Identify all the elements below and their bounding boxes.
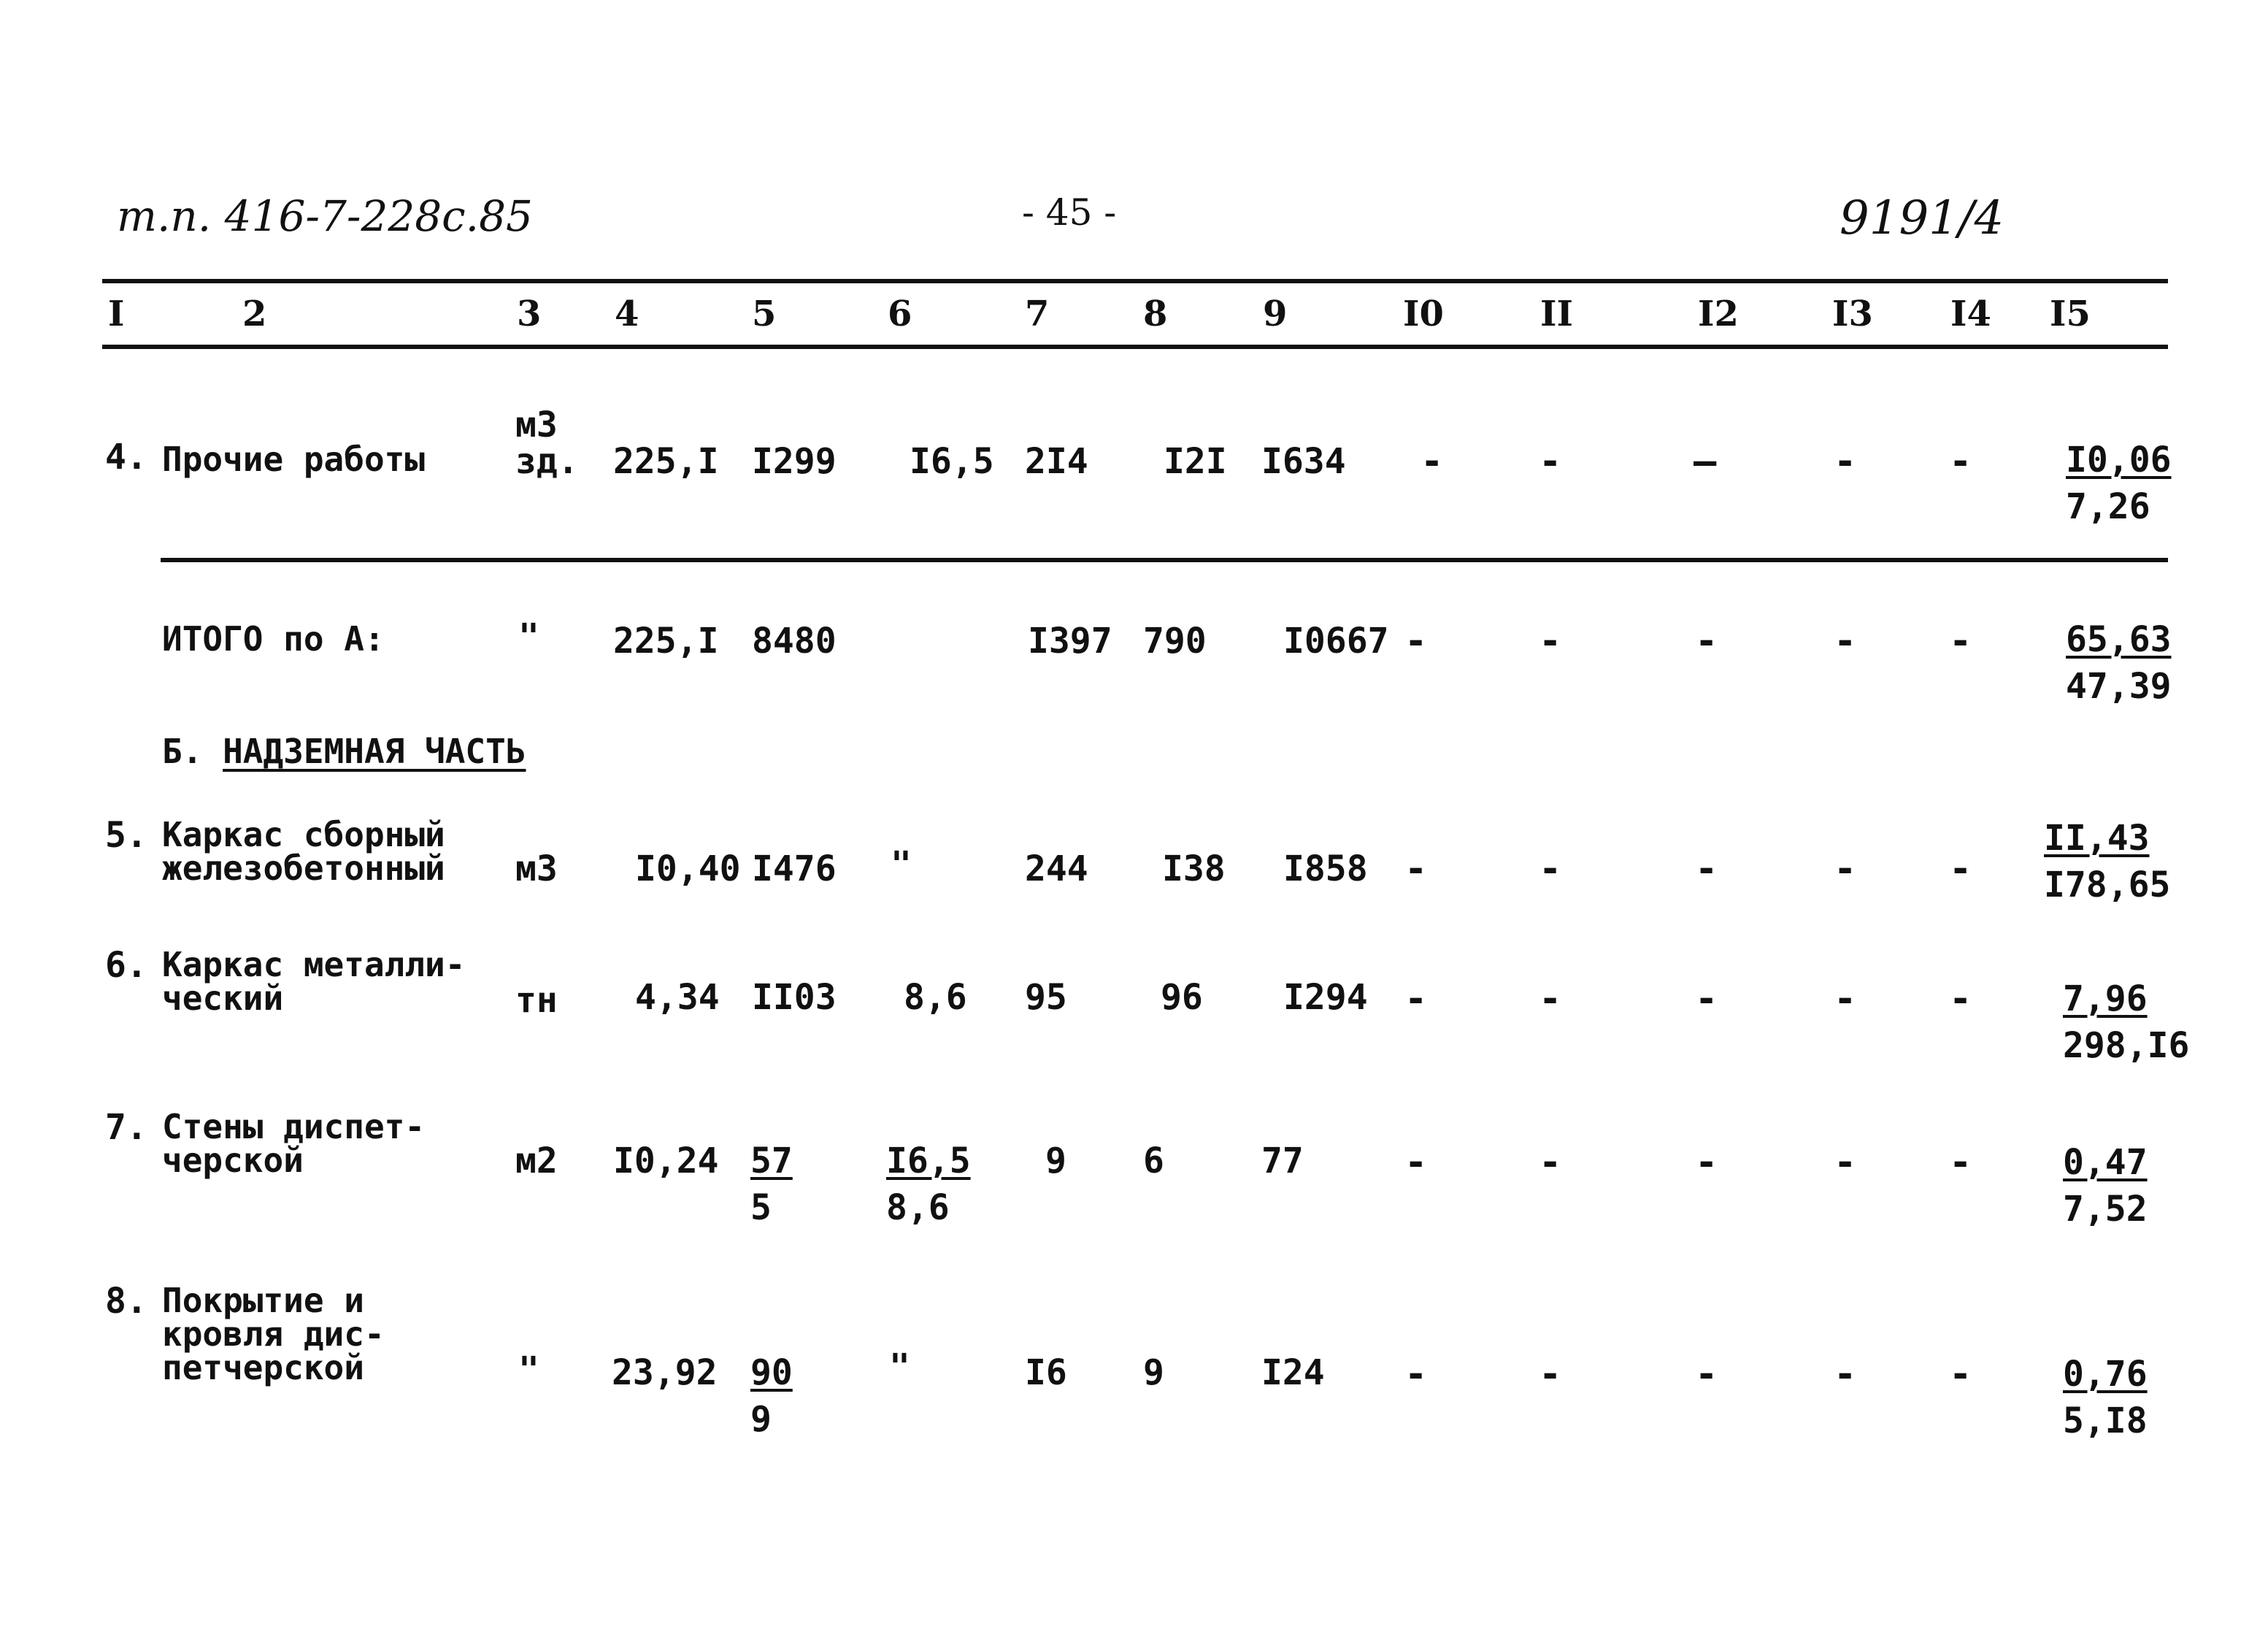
col10-dash: -	[1404, 847, 1428, 891]
col4-value: 225,I	[613, 621, 719, 662]
col-header-12: I2	[1698, 294, 1739, 334]
unit: "	[518, 616, 539, 657]
col-header-4: 4	[615, 294, 639, 334]
col7-value: I397	[1028, 621, 1112, 662]
col11-dash: -	[1539, 977, 1562, 1021]
col12-dash: -	[1695, 847, 1718, 891]
col6-value: I6,5	[910, 441, 994, 482]
col10-dash: -	[1421, 440, 1444, 483]
col12-dash: -	[1695, 1141, 1718, 1184]
section-prefix: Б.	[162, 732, 203, 771]
col14-dash: -	[1949, 440, 1972, 483]
col15-numerator: 0,76	[2063, 1354, 2148, 1395]
row-name: Покрытие и кровля дис- петчерской	[162, 1281, 385, 1387]
col4-value: 225,I	[613, 441, 719, 482]
col15-numerator: I0,06	[2066, 440, 2172, 480]
section-heading	[162, 732, 526, 771]
row-number: 8.	[105, 1281, 147, 1322]
col5-numerator: 90	[750, 1352, 793, 1393]
row-name: Стены диспет- черской	[162, 1107, 426, 1180]
col12-dash: -	[1695, 977, 1718, 1021]
unit-top: м3	[515, 405, 558, 445]
col6-value: "	[891, 844, 912, 885]
col6-numerator: I6,5	[886, 1141, 971, 1181]
col8-value: 790	[1143, 621, 1207, 662]
col6-value: "	[889, 1346, 910, 1387]
col-header-15: I5	[2050, 294, 2091, 334]
document-code: т.п. 416-7-228с.85	[117, 191, 533, 241]
col10-dash: -	[1404, 977, 1428, 1021]
col11-dash: -	[1539, 619, 1562, 663]
col7-value: I6	[1025, 1352, 1067, 1393]
unit: м3	[515, 848, 558, 889]
col9-value: I24	[1261, 1352, 1325, 1393]
col15-denominator: 298,I6	[2063, 1025, 2190, 1066]
col5-numerator: 57	[750, 1141, 793, 1181]
col6-denominator: 8,6	[886, 1187, 950, 1228]
col15-fraction	[2063, 976, 2189, 1069]
col-header-14: I4	[1950, 294, 1991, 334]
col4-value: 4,34	[635, 977, 720, 1018]
col10-dash: -	[1404, 1352, 1428, 1396]
col14-dash: -	[1949, 847, 1972, 891]
col-header-2: 2	[242, 294, 267, 334]
col-header-10: I0	[1403, 294, 1444, 334]
col-header-8: 8	[1143, 294, 1168, 334]
page-number: - 45 -	[1022, 191, 1117, 234]
col12-dash: —	[1694, 440, 1717, 483]
unit: м2	[515, 1141, 558, 1181]
col5-fraction	[750, 1349, 793, 1443]
col8-value: 96	[1161, 977, 1203, 1018]
header-rule	[102, 345, 2168, 349]
col-header-5: 5	[752, 294, 777, 334]
col5-denominator: 9	[750, 1399, 772, 1440]
col-header-6: 6	[888, 294, 912, 334]
col7-value: 95	[1025, 977, 1067, 1018]
row-number: 4.	[105, 437, 147, 478]
row-name: Каркас сборный железобетонный	[162, 815, 445, 888]
col9-value: 77	[1261, 1141, 1304, 1181]
col7-value: 244	[1025, 848, 1088, 889]
row-number: 7.	[105, 1107, 147, 1148]
col-header-13: I3	[1832, 294, 1873, 334]
col13-dash: -	[1834, 847, 1857, 891]
row-name: Прочие работы	[162, 440, 426, 479]
col5-fraction	[750, 1138, 793, 1231]
col9-value: I0667	[1283, 621, 1389, 662]
col9-value: I294	[1283, 977, 1368, 1018]
col11-dash: -	[1539, 1352, 1562, 1396]
col-header-7: 7	[1025, 294, 1050, 334]
col5-denominator: 5	[750, 1187, 772, 1228]
col15-fraction	[2066, 616, 2172, 710]
col15-denominator: 47,39	[2066, 666, 2172, 707]
col13-dash: -	[1834, 977, 1857, 1021]
col15-fraction	[2044, 815, 2170, 908]
col8-value: 6	[1143, 1141, 1164, 1181]
col15-numerator: II,43	[2044, 818, 2150, 859]
col10-dash: -	[1404, 619, 1428, 663]
row-number: 6.	[105, 945, 147, 986]
col15-numerator: 65,63	[2066, 619, 2172, 660]
row-name: Каркас металли- ческий	[162, 945, 466, 1018]
col11-dash: -	[1539, 847, 1562, 891]
col14-dash: -	[1949, 977, 1972, 1021]
col6-value: 8,6	[904, 977, 967, 1018]
col14-dash: -	[1949, 1352, 1972, 1396]
col4-value: I0,40	[635, 848, 741, 889]
col15-denominator: I78,65	[2044, 865, 2171, 905]
col12-dash: -	[1695, 1352, 1718, 1396]
col14-dash: -	[1949, 619, 1972, 663]
subtotal-rule	[161, 558, 2168, 562]
col11-dash: -	[1539, 440, 1562, 483]
col-header-1: I	[108, 294, 125, 334]
col12-dash: -	[1695, 619, 1718, 663]
col15-denominator: 7,26	[2066, 486, 2150, 527]
col15-fraction	[2066, 437, 2172, 530]
col5-value: II03	[752, 977, 837, 1018]
col7-value: 9	[1045, 1141, 1066, 1181]
col13-dash: -	[1834, 1141, 1857, 1184]
unit: "	[518, 1349, 539, 1390]
row-number: 5.	[105, 815, 147, 856]
col9-value: I858	[1283, 848, 1368, 889]
col4-value: 23,92	[612, 1352, 718, 1393]
col5-value: I299	[752, 441, 837, 482]
col8-value: I38	[1162, 848, 1226, 889]
col5-value: 8480	[752, 621, 837, 662]
col5-value: I476	[752, 848, 837, 889]
unit: зд.	[515, 441, 579, 482]
col15-fraction	[2063, 1351, 2148, 1444]
unit: тн	[515, 980, 558, 1021]
col-header-3: 3	[517, 294, 542, 334]
col13-dash: -	[1834, 1352, 1857, 1396]
top-rule	[102, 279, 2168, 283]
subtotal-label: ИТОГО по А:	[162, 619, 385, 659]
col15-numerator: 7,96	[2063, 978, 2148, 1019]
col13-dash: -	[1834, 440, 1857, 483]
col10-dash: -	[1404, 1141, 1428, 1184]
col4-value: I0,24	[613, 1141, 719, 1181]
col15-denominator: 7,52	[2063, 1189, 2148, 1230]
col7-value: 2I4	[1025, 441, 1088, 482]
section-title: НАДЗЕМНАЯ ЧАСТЬ	[223, 732, 526, 771]
col15-numerator: 0,47	[2063, 1142, 2148, 1183]
col9-value: I634	[1261, 441, 1346, 482]
col15-denominator: 5,I8	[2063, 1400, 2148, 1441]
col-header-11: II	[1540, 294, 1573, 334]
document-reference: 9191/4	[1840, 191, 2004, 245]
col8-value: 9	[1143, 1352, 1164, 1393]
col6-fraction	[886, 1138, 971, 1231]
col-header-9: 9	[1263, 294, 1288, 334]
col13-dash: -	[1834, 619, 1857, 663]
col15-fraction	[2063, 1139, 2148, 1233]
col11-dash: -	[1539, 1141, 1562, 1184]
col14-dash: -	[1949, 1141, 1972, 1184]
col8-value: I2I	[1164, 441, 1227, 482]
